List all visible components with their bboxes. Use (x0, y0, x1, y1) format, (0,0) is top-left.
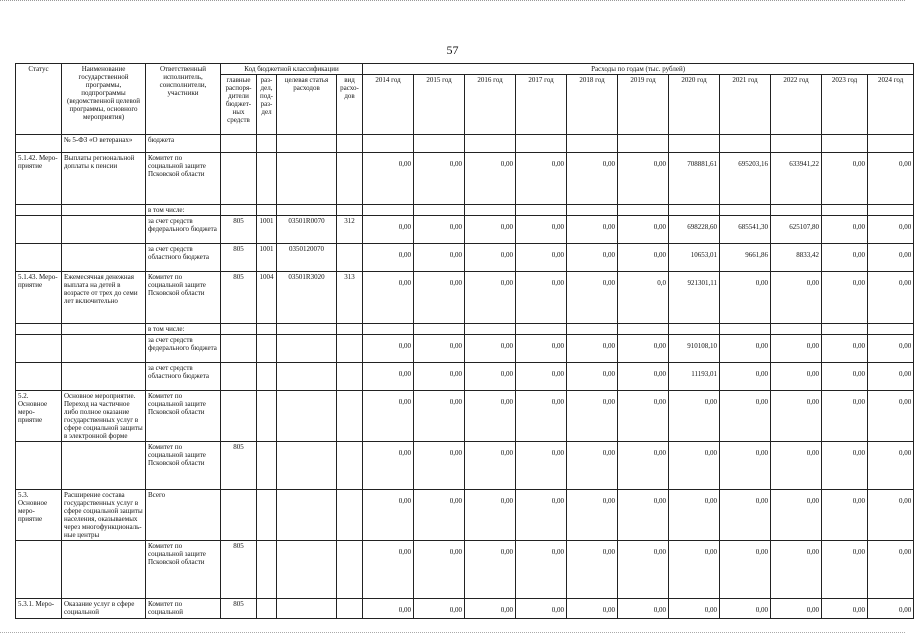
cell-amount (669, 324, 720, 335)
table-row (16, 442, 914, 490)
cell-amount (363, 205, 414, 216)
cell-csr (277, 324, 337, 335)
header-expenses: Расходы по годам (тыс. рублей) (363, 64, 914, 75)
cell-vr (337, 153, 363, 205)
cell-csr (277, 153, 337, 205)
cell-amount: 0,00 (414, 335, 465, 363)
cell-amount: 0,00 (618, 363, 669, 391)
cell-amount: 0,00 (771, 442, 822, 490)
header-grbs: главные распоря- дители бюджет- ных средств (221, 75, 257, 135)
cell-rzpr (257, 153, 277, 205)
header-status: Статус (16, 64, 62, 135)
cell-amount: 0,00 (363, 363, 414, 391)
cell-amount: 0,00 (868, 363, 914, 391)
cell-amount: 0,00 (414, 391, 465, 442)
cell-amount: 0,00 (868, 490, 914, 541)
cell-csr (277, 205, 337, 216)
cell-amount: 0,00 (363, 335, 414, 363)
table-row (16, 135, 914, 153)
cell-amount (567, 205, 618, 216)
cell-amount: 0,00 (567, 490, 618, 541)
cell-amount: 0,00 (720, 335, 771, 363)
cell-grbs (221, 153, 257, 205)
header-budget-code: Код бюджетной классификации (221, 64, 363, 75)
table-row (16, 391, 914, 442)
cell-vr (337, 442, 363, 490)
cell-amount: 0,00 (618, 335, 669, 363)
cell-amount: 0,00 (567, 272, 618, 324)
cell-csr: 0350120070 (277, 244, 337, 272)
cell-amount: 0,00 (465, 490, 516, 541)
cell-status (16, 541, 62, 599)
cell-amount (414, 324, 465, 335)
cell-executor: за счет средств областного бюджета (146, 363, 221, 391)
header-name: Наименование государственной программы, подпрограммы (ведомственной целевой программы, основного мероприятия) (62, 64, 146, 135)
cell-amount (618, 324, 669, 335)
cell-amount: 0,00 (822, 216, 868, 244)
cell-amount (720, 205, 771, 216)
cell-amount (363, 135, 414, 153)
cell-status: 5.1.42. Меро- приятие (16, 153, 62, 205)
cell-amount: 0,00 (822, 490, 868, 541)
cell-amount: 0,00 (822, 335, 868, 363)
cell-amount: 0,00 (822, 442, 868, 490)
cell-amount: 0,00 (618, 153, 669, 205)
cell-amount: 0,00 (516, 490, 567, 541)
cell-amount: 0,00 (822, 599, 868, 619)
cell-amount: 0,00 (618, 599, 669, 619)
cell-amount: 0,00 (618, 442, 669, 490)
table-row (16, 324, 914, 335)
cell-amount (669, 135, 720, 153)
cell-amount: 0,00 (465, 442, 516, 490)
cell-amount: 0,00 (516, 363, 567, 391)
cell-vr (337, 135, 363, 153)
cell-amount: 0,00 (567, 216, 618, 244)
cell-amount: 0,00 (516, 541, 567, 599)
cell-amount: 0,00 (414, 363, 465, 391)
table-row (16, 244, 914, 272)
cell-executor: в том числе: (146, 324, 221, 335)
scan-edge-top (0, 0, 905, 4)
cell-amount (567, 135, 618, 153)
cell-amount: 0,00 (618, 244, 669, 272)
cell-rzpr (257, 363, 277, 391)
cell-amount: 0,00 (567, 363, 618, 391)
cell-name: № 5-ФЗ «О ветеранах» (62, 135, 146, 153)
cell-csr (277, 391, 337, 442)
cell-amount: 0,00 (822, 153, 868, 205)
cell-amount: 0,00 (771, 490, 822, 541)
header-year: 2022 год (771, 75, 822, 135)
cell-amount (720, 135, 771, 153)
cell-rzpr (257, 205, 277, 216)
cell-rzpr: 1004 (257, 272, 277, 324)
cell-status (16, 324, 62, 335)
cell-status (16, 335, 62, 363)
cell-amount: 0,00 (567, 244, 618, 272)
cell-amount: 8833,42 (771, 244, 822, 272)
cell-status: 5.1.43. Меро- приятие (16, 272, 62, 324)
cell-amount: 0,00 (868, 272, 914, 324)
cell-amount: 0,00 (868, 541, 914, 599)
cell-amount (567, 324, 618, 335)
cell-amount (771, 135, 822, 153)
cell-rzpr (257, 442, 277, 490)
cell-amount (414, 205, 465, 216)
cell-name (62, 363, 146, 391)
cell-amount: 0,00 (868, 153, 914, 205)
cell-amount: 0,00 (465, 391, 516, 442)
cell-amount: 0,00 (516, 272, 567, 324)
cell-amount: 0,00 (618, 490, 669, 541)
cell-amount (771, 324, 822, 335)
cell-amount: 0,00 (363, 272, 414, 324)
cell-csr (277, 442, 337, 490)
cell-grbs: 805 (221, 599, 257, 619)
cell-amount: 0,00 (771, 599, 822, 619)
cell-amount: 0,00 (720, 391, 771, 442)
cell-amount: 0,00 (771, 391, 822, 442)
cell-csr (277, 335, 337, 363)
cell-rzpr (257, 599, 277, 619)
header-rzpr: раз- дел, под- раз- дел (257, 75, 277, 135)
cell-amount: 0,00 (567, 541, 618, 599)
cell-executor: Комитет по социальной защите Псковской области (146, 153, 221, 205)
cell-amount: 0,00 (720, 363, 771, 391)
cell-amount: 0,00 (771, 541, 822, 599)
cell-vr (337, 363, 363, 391)
cell-amount: 0,00 (771, 335, 822, 363)
cell-executor: Комитет по социальной (146, 599, 221, 619)
cell-executor: Комитет по социальной защите Псковской области (146, 391, 221, 442)
cell-executor: Комитет по социальной защите Псковской области (146, 541, 221, 599)
cell-rzpr (257, 324, 277, 335)
cell-amount: 0,00 (516, 335, 567, 363)
cell-amount (822, 135, 868, 153)
cell-amount: 0,00 (363, 490, 414, 541)
header-year: 2020 год (669, 75, 720, 135)
cell-grbs (221, 205, 257, 216)
cell-name (62, 335, 146, 363)
cell-status (16, 363, 62, 391)
cell-amount: 0,00 (669, 490, 720, 541)
cell-executor: бюджета (146, 135, 221, 153)
cell-amount (822, 205, 868, 216)
cell-amount (771, 205, 822, 216)
cell-amount (516, 205, 567, 216)
cell-amount: 910108,10 (669, 335, 720, 363)
header-executor: Ответственный исполнитель, соисполнители, участники (146, 64, 221, 135)
cell-rzpr (257, 135, 277, 153)
cell-rzpr (257, 335, 277, 363)
cell-vr (337, 335, 363, 363)
cell-amount: 0,00 (465, 335, 516, 363)
cell-status (16, 216, 62, 244)
cell-amount: 0,00 (516, 216, 567, 244)
cell-vr: 312 (337, 216, 363, 244)
cell-amount: 0,00 (465, 541, 516, 599)
cell-amount: 0,00 (516, 599, 567, 619)
cell-csr: 03501R3020 (277, 272, 337, 324)
cell-amount: 0,00 (363, 216, 414, 244)
cell-executor: Комитет по социальной защите Псковской области (146, 272, 221, 324)
cell-executor: Комитет по социальной защите Псковской области (146, 442, 221, 490)
cell-amount: 0,00 (363, 391, 414, 442)
cell-name: Оказание услуг в сфере социальной (62, 599, 146, 619)
cell-status (16, 442, 62, 490)
cell-grbs (221, 135, 257, 153)
cell-amount: 0,00 (567, 599, 618, 619)
cell-amount (363, 324, 414, 335)
cell-amount: 0,00 (414, 490, 465, 541)
cell-name (62, 541, 146, 599)
cell-amount: 0,00 (720, 490, 771, 541)
cell-amount: 0,00 (669, 541, 720, 599)
cell-vr (337, 205, 363, 216)
cell-amount: 9661,86 (720, 244, 771, 272)
cell-amount: 0,00 (567, 442, 618, 490)
cell-amount: 0,00 (567, 335, 618, 363)
cell-rzpr (257, 391, 277, 442)
cell-amount: 0,00 (720, 442, 771, 490)
cell-name (62, 244, 146, 272)
table-row (16, 335, 914, 363)
cell-status (16, 205, 62, 216)
header-year: 2024 год (868, 75, 914, 135)
cell-executor: за счет средств областного бюджета (146, 244, 221, 272)
cell-vr: 313 (337, 272, 363, 324)
cell-grbs (221, 363, 257, 391)
cell-grbs (221, 490, 257, 541)
cell-rzpr: 1001 (257, 216, 277, 244)
header-vr: вид расхо- дов (337, 75, 363, 135)
cell-status: 5.2. Основное меро- приятие (16, 391, 62, 442)
cell-amount: 698228,60 (669, 216, 720, 244)
cell-amount: 0,0 (618, 272, 669, 324)
table-row (16, 205, 914, 216)
cell-amount: 0,00 (414, 153, 465, 205)
cell-grbs: 805 (221, 272, 257, 324)
cell-amount (516, 135, 567, 153)
cell-csr (277, 135, 337, 153)
cell-amount: 0,00 (822, 363, 868, 391)
table-row (16, 363, 914, 391)
cell-name: Расширение состава государственных услуг в сфере социальной защиты населения, оказываемых через многофункциональ- ные центры (62, 490, 146, 541)
cell-name (62, 205, 146, 216)
cell-executor: в том числе: (146, 205, 221, 216)
cell-amount: 10653,01 (669, 244, 720, 272)
cell-csr (277, 599, 337, 619)
cell-vr (337, 541, 363, 599)
cell-amount: 0,00 (465, 363, 516, 391)
header-year: 2014 год (363, 75, 414, 135)
table-row (16, 272, 914, 324)
cell-amount: 685541,30 (720, 216, 771, 244)
cell-status: 5.3. Основное меро- приятие (16, 490, 62, 541)
cell-csr: 03501R0070 (277, 216, 337, 244)
cell-amount: 0,00 (720, 599, 771, 619)
cell-grbs: 805 (221, 244, 257, 272)
cell-amount: 0,00 (567, 391, 618, 442)
cell-amount: 0,00 (618, 216, 669, 244)
cell-grbs (221, 335, 257, 363)
cell-amount (720, 324, 771, 335)
cell-amount: 0,00 (465, 153, 516, 205)
cell-amount: 0,00 (363, 541, 414, 599)
cell-amount: 695203,16 (720, 153, 771, 205)
cell-grbs (221, 391, 257, 442)
budget-table (15, 63, 914, 619)
cell-amount: 0,00 (363, 153, 414, 205)
cell-amount: 625107,80 (771, 216, 822, 244)
cell-amount (868, 324, 914, 335)
cell-status: 5.3.1. Меро- (16, 599, 62, 619)
cell-amount: 0,00 (363, 244, 414, 272)
cell-vr (337, 324, 363, 335)
cell-amount: 0,00 (567, 153, 618, 205)
cell-amount: 0,00 (822, 391, 868, 442)
cell-name (62, 324, 146, 335)
cell-amount: 0,00 (516, 153, 567, 205)
header-year: 2016 год (465, 75, 516, 135)
cell-amount: 0,00 (720, 541, 771, 599)
header-year: 2021 год (720, 75, 771, 135)
cell-amount: 0,00 (465, 599, 516, 619)
cell-csr (277, 541, 337, 599)
cell-amount: 0,00 (669, 442, 720, 490)
header-year: 2023 год (822, 75, 868, 135)
cell-amount: 0,00 (414, 272, 465, 324)
header-year: 2018 год (567, 75, 618, 135)
cell-name: Основное мероприятие. Переход на частичное либо полное оказание государственных услуг в сфере социальной защиты в электронной форме (62, 391, 146, 442)
cell-executor: за счет средств федерального бюджета (146, 335, 221, 363)
cell-amount (516, 324, 567, 335)
cell-amount: 0,00 (822, 272, 868, 324)
cell-amount: 0,00 (669, 391, 720, 442)
cell-amount: 0,00 (669, 599, 720, 619)
cell-amount: 0,00 (771, 363, 822, 391)
cell-amount (465, 205, 516, 216)
cell-rzpr: 1001 (257, 244, 277, 272)
cell-grbs: 805 (221, 541, 257, 599)
cell-vr (337, 490, 363, 541)
cell-amount: 0,00 (363, 442, 414, 490)
cell-amount (868, 205, 914, 216)
cell-vr (337, 244, 363, 272)
cell-amount: 0,00 (868, 244, 914, 272)
cell-csr (277, 490, 337, 541)
cell-amount: 0,00 (516, 244, 567, 272)
cell-amount: 0,00 (414, 442, 465, 490)
cell-amount: 0,00 (868, 391, 914, 442)
cell-amount: 0,00 (720, 272, 771, 324)
cell-vr (337, 391, 363, 442)
cell-amount: 0,00 (868, 216, 914, 244)
cell-amount (868, 135, 914, 153)
cell-amount: 0,00 (516, 442, 567, 490)
cell-status (16, 135, 62, 153)
cell-amount (618, 135, 669, 153)
cell-amount: 0,00 (868, 442, 914, 490)
cell-status (16, 244, 62, 272)
cell-amount: 708881,61 (669, 153, 720, 205)
table-row (16, 490, 914, 541)
table-row (16, 541, 914, 599)
cell-amount: 0,00 (618, 391, 669, 442)
cell-amount: 0,00 (465, 244, 516, 272)
header-year: 2017 год (516, 75, 567, 135)
cell-name: Выплаты региональной доплаты к пенсии (62, 153, 146, 205)
cell-amount: 0,00 (414, 599, 465, 619)
cell-amount (414, 135, 465, 153)
cell-amount (618, 205, 669, 216)
header-year: 2019 год (618, 75, 669, 135)
cell-csr (277, 363, 337, 391)
cell-amount: 921301,11 (669, 272, 720, 324)
cell-amount: 0,00 (414, 216, 465, 244)
table-row (16, 599, 914, 619)
cell-amount (465, 135, 516, 153)
cell-amount: 0,00 (868, 599, 914, 619)
cell-amount: 0,00 (414, 244, 465, 272)
cell-grbs (221, 324, 257, 335)
cell-amount: 0,00 (618, 541, 669, 599)
cell-amount: 0,00 (516, 391, 567, 442)
table-row (16, 153, 914, 205)
cell-amount: 0,00 (822, 541, 868, 599)
cell-executor: за счет средств федерального бюджета (146, 216, 221, 244)
cell-name (62, 216, 146, 244)
cell-grbs: 805 (221, 442, 257, 490)
cell-executor: Всего (146, 490, 221, 541)
cell-rzpr (257, 541, 277, 599)
cell-amount (822, 324, 868, 335)
cell-amount: 11193,01 (669, 363, 720, 391)
cell-amount: 0,00 (363, 599, 414, 619)
header-csr: целевая статья расходов (277, 75, 337, 135)
cell-amount: 0,00 (868, 335, 914, 363)
cell-name (62, 442, 146, 490)
cell-amount: 0,00 (771, 272, 822, 324)
header-year: 2015 год (414, 75, 465, 135)
cell-name: Ежемесячная денежная выплата на детей в возрасте от трех до семи лет включительно (62, 272, 146, 324)
cell-amount: 633941,22 (771, 153, 822, 205)
cell-amount: 0,00 (414, 541, 465, 599)
cell-grbs: 805 (221, 216, 257, 244)
page-number: 57 (446, 43, 459, 57)
cell-amount (669, 205, 720, 216)
cell-amount: 0,00 (465, 272, 516, 324)
table-row (16, 216, 914, 244)
cell-amount: 0,00 (822, 244, 868, 272)
cell-amount (465, 324, 516, 335)
cell-vr (337, 599, 363, 619)
cell-amount: 0,00 (465, 216, 516, 244)
cell-rzpr (257, 490, 277, 541)
scan-edge-bottom (0, 632, 905, 633)
